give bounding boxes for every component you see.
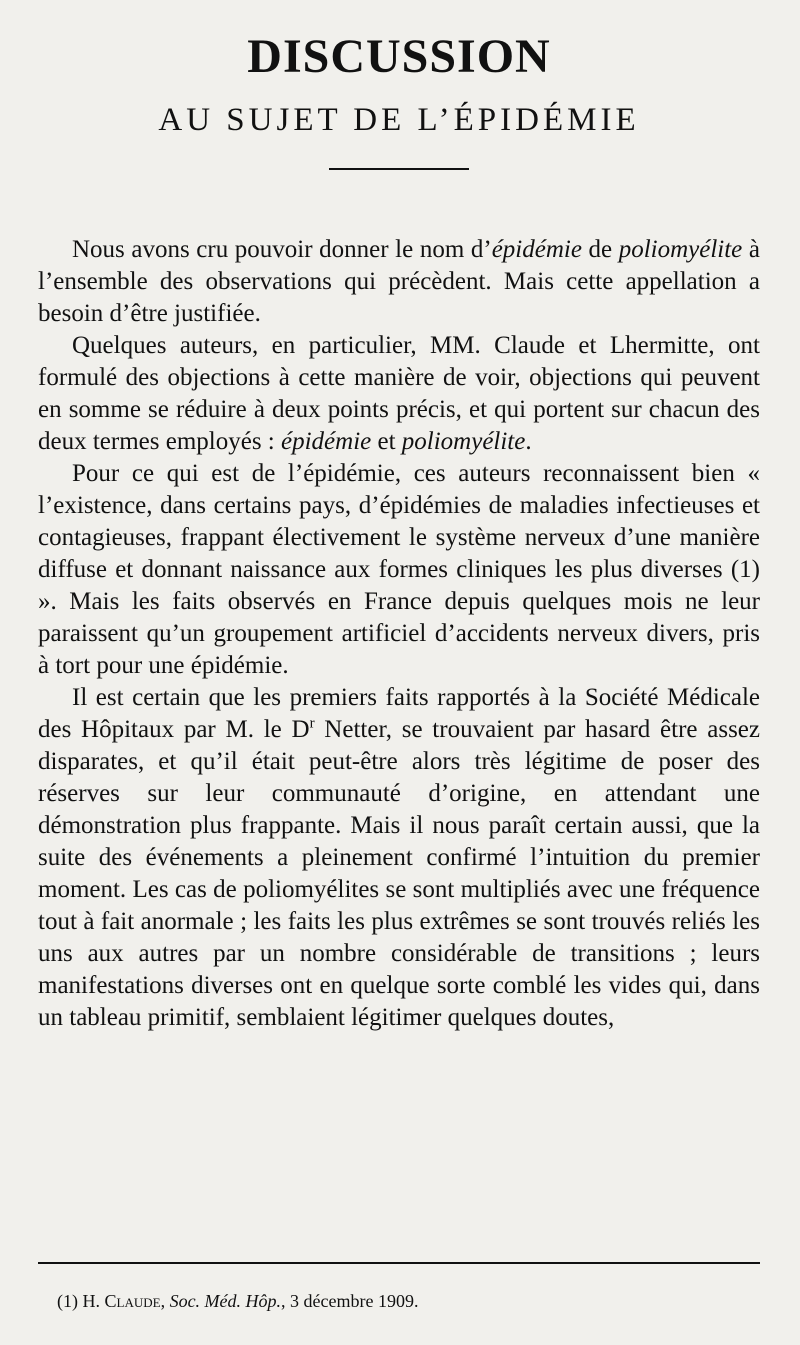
footnote-date: , 3 décembre 1909. xyxy=(281,1291,419,1311)
paragraph-2 xyxy=(38,330,760,458)
paragraph-4 xyxy=(38,682,760,1034)
text-span: Netter, se trouvaient par hasard être assez disparates, et qu’il était peut-être alors très légitime de poser des réserves sur leur communauté d’origine, en attendant une démonstration plus frappante. Mais il nous paraît certain aussi, que la suite des événements a pleinement confirmé l’intuition du premier moment. Les cas de poliomyélites se sont multipliés avec une fréquence tout à fait anormale ; les faits les plus extrêmes se sont trouvés reliés les uns aux autres par un nombre considérable de transitions ; leurs manifestations diverses ont en quelque sorte comblé les vides qui, dans un tableau primitif, semblaient légitimer quelques doutes, xyxy=(38,716,760,1031)
paragraph-1 xyxy=(38,234,760,330)
page-title: DISCUSSION xyxy=(247,30,551,83)
footnote-marker: (1) H. xyxy=(57,1291,105,1311)
text-span: Quelques auteurs, en particulier, MM. Claude et Lhermitte, ont formulé des objections à cette manière de voir, objections qui peuvent en somme se réduire à deux points précis, et qui portent sur chacun des deux termes employés : xyxy=(38,332,760,455)
footnote-journal: Soc. Méd. Hôp. xyxy=(169,1291,282,1311)
text-span: . xyxy=(525,428,532,455)
footnote xyxy=(57,1290,419,1312)
superscript: r xyxy=(309,715,315,732)
paragraph-3 xyxy=(38,458,760,682)
page-subtitle: AU SUJET DE L’ÉPIDÉMIE xyxy=(158,102,640,138)
text-span: Nous avons cru pouvoir donner le nom d’ xyxy=(72,236,492,263)
italic-span: poliomyélite xyxy=(401,428,526,455)
footnote-author: Claude xyxy=(104,1291,161,1311)
italic-span: poliomyélite xyxy=(618,236,743,263)
italic-span: épidémie xyxy=(491,236,582,263)
text-span: , xyxy=(160,1291,170,1311)
text-span: à l’ensemble des observations qui précèdent. Mais cette appellation a besoin d’être justifiée. xyxy=(38,236,760,327)
text-span: Il est certain que les premiers faits rapportés à la Société Médicale des Hôpitaux par M. le D xyxy=(38,684,760,743)
body-text xyxy=(38,234,760,1034)
title-divider xyxy=(329,168,469,170)
text-span: et xyxy=(371,428,402,455)
text-span: de xyxy=(581,236,619,263)
italic-span: épidémie xyxy=(281,428,372,455)
footnote-divider xyxy=(38,1262,760,1264)
text-span: Pour ce qui est de l’épidémie, ces auteurs reconnaissent bien « l’existence, dans certains pays, d’épidémies de maladies infectieuses et contagieuses, frappant électivement le système nerveux d’une manière diffuse et donnant naissance aux formes cliniques les plus diverses (1) ». Mais les faits observés en France depuis quelques mois ne leur paraissent qu’un groupement artificiel d’accidents nerveux divers, pris à tort pour une épidémie. xyxy=(38,460,760,679)
